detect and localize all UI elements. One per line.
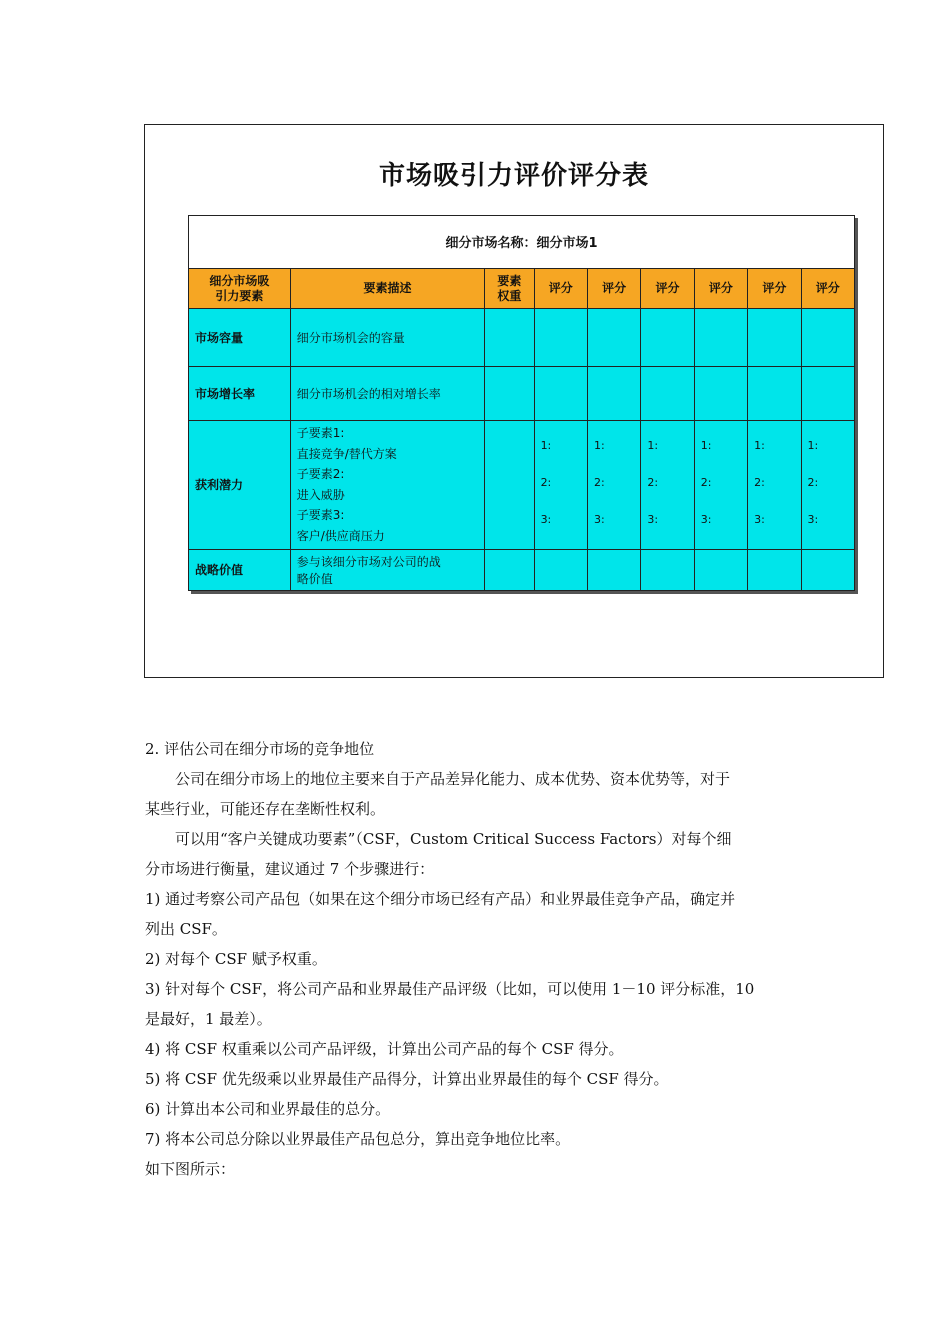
section-heading: 2. 评估公司在细分市场的竞争地位	[145, 740, 375, 758]
step-item: 1) 通过考察公司产品包（如果在这个细分市场已经有产品）和业界最佳竞争产品，确定并	[145, 890, 736, 908]
step-item: 2) 对每个 CSF 赋予权重。	[145, 950, 327, 968]
header-score: 评分	[641, 268, 694, 308]
segment-row	[189, 216, 855, 269]
score-cell	[801, 309, 854, 367]
paragraph: 可以用“客户关键成功要素”（CSF，Custom Critical Success Factors）对每个细	[175, 830, 732, 848]
score-cell	[641, 367, 694, 421]
score-cell	[748, 367, 801, 421]
score-cell: 1: 2: 3:	[534, 421, 587, 549]
header-score: 评分	[694, 268, 747, 308]
score-cell	[801, 367, 854, 421]
score-cell: 1: 2: 3:	[641, 421, 694, 549]
figure-frame	[144, 124, 884, 678]
description-cell: 细分市场机会的相对增长率	[290, 367, 484, 421]
description-cell: 参与该细分市场对公司的战 略价值	[290, 549, 484, 590]
segment-name-cell: 细分市场名称：细分市场1	[189, 216, 855, 269]
factor-cell: 获利潜力	[189, 421, 291, 549]
weight-cell	[485, 309, 534, 367]
paragraph-continued: 某些行业，可能还存在垄断性权利。	[145, 800, 386, 818]
table-row	[189, 549, 855, 590]
header-score: 评分	[748, 268, 801, 308]
score-cell	[534, 549, 587, 590]
score-cell: 1: 2: 3:	[801, 421, 854, 549]
score-cell	[641, 309, 694, 367]
score-cell	[748, 309, 801, 367]
figure-title: 市场吸引力评价评分表	[378, 161, 649, 191]
score-cell	[694, 549, 747, 590]
closing-line: 如下图所示：	[145, 1160, 236, 1178]
paragraph: 公司在细分市场上的地位主要来自于产品差异化能力、成本优势、资本优势等，对于	[175, 770, 731, 788]
score-cell: 1: 2: 3:	[587, 421, 640, 549]
score-cell: 1: 2: 3:	[694, 421, 747, 549]
header-score: 评分	[801, 268, 854, 308]
paragraph-continued: 分市场进行衡量，建议通过 7 个步骤进行：	[145, 860, 435, 878]
step-item-continued: 列出 CSF。	[145, 920, 227, 938]
header-score: 评分	[587, 268, 640, 308]
step-item: 6) 计算出本公司和业界最佳的总分。	[145, 1100, 391, 1118]
weight-cell	[485, 421, 534, 549]
step-item: 5) 将 CSF 优先级乘以业界最佳产品得分，计算出业界最佳的每个 CSF 得分。	[145, 1070, 669, 1088]
score-cell: 1: 2: 3:	[748, 421, 801, 549]
step-item: 7) 将本公司总分除以业界最佳产品包总分，算出竞争地位比率。	[145, 1130, 571, 1148]
description-cell: 子要素1: 直接竞争/替代方案 子要素2: 进入威胁 子要素3: 客户/供应商压力	[290, 421, 484, 549]
header-weight: 要素 权重	[485, 268, 534, 308]
table-row	[189, 421, 855, 549]
header-score: 评分	[534, 268, 587, 308]
step-item: 3) 针对每个 CSF，将公司产品和业界最佳产品评级（比如，可以使用 1－10 评分标准，10	[145, 980, 755, 998]
step-item-continued: 是最好，1 最差）。	[145, 1010, 272, 1028]
score-cell	[694, 309, 747, 367]
table-header-row	[189, 268, 855, 308]
factor-cell: 战略价值	[189, 549, 291, 590]
factor-cell: 市场容量	[189, 309, 291, 367]
score-cell	[748, 549, 801, 590]
factor-cell: 市场增长率	[189, 367, 291, 421]
weight-cell	[485, 549, 534, 590]
attractiveness-score-table	[188, 215, 855, 591]
score-cell	[534, 309, 587, 367]
description-cell: 细分市场机会的容量	[290, 309, 484, 367]
step-item: 4) 将 CSF 权重乘以公司产品评级，计算出公司产品的每个 CSF 得分。	[145, 1040, 624, 1058]
score-cell	[694, 367, 747, 421]
weight-cell	[485, 367, 534, 421]
score-cell	[801, 549, 854, 590]
score-cell	[587, 549, 640, 590]
table-row	[189, 367, 855, 421]
header-factor: 细分市场吸 引力要素	[189, 268, 291, 308]
score-cell	[587, 309, 640, 367]
body-text	[145, 734, 815, 1184]
header-description: 要素描述	[290, 268, 484, 308]
score-cell	[641, 549, 694, 590]
table-row	[189, 309, 855, 367]
score-cell	[534, 367, 587, 421]
score-cell	[587, 367, 640, 421]
